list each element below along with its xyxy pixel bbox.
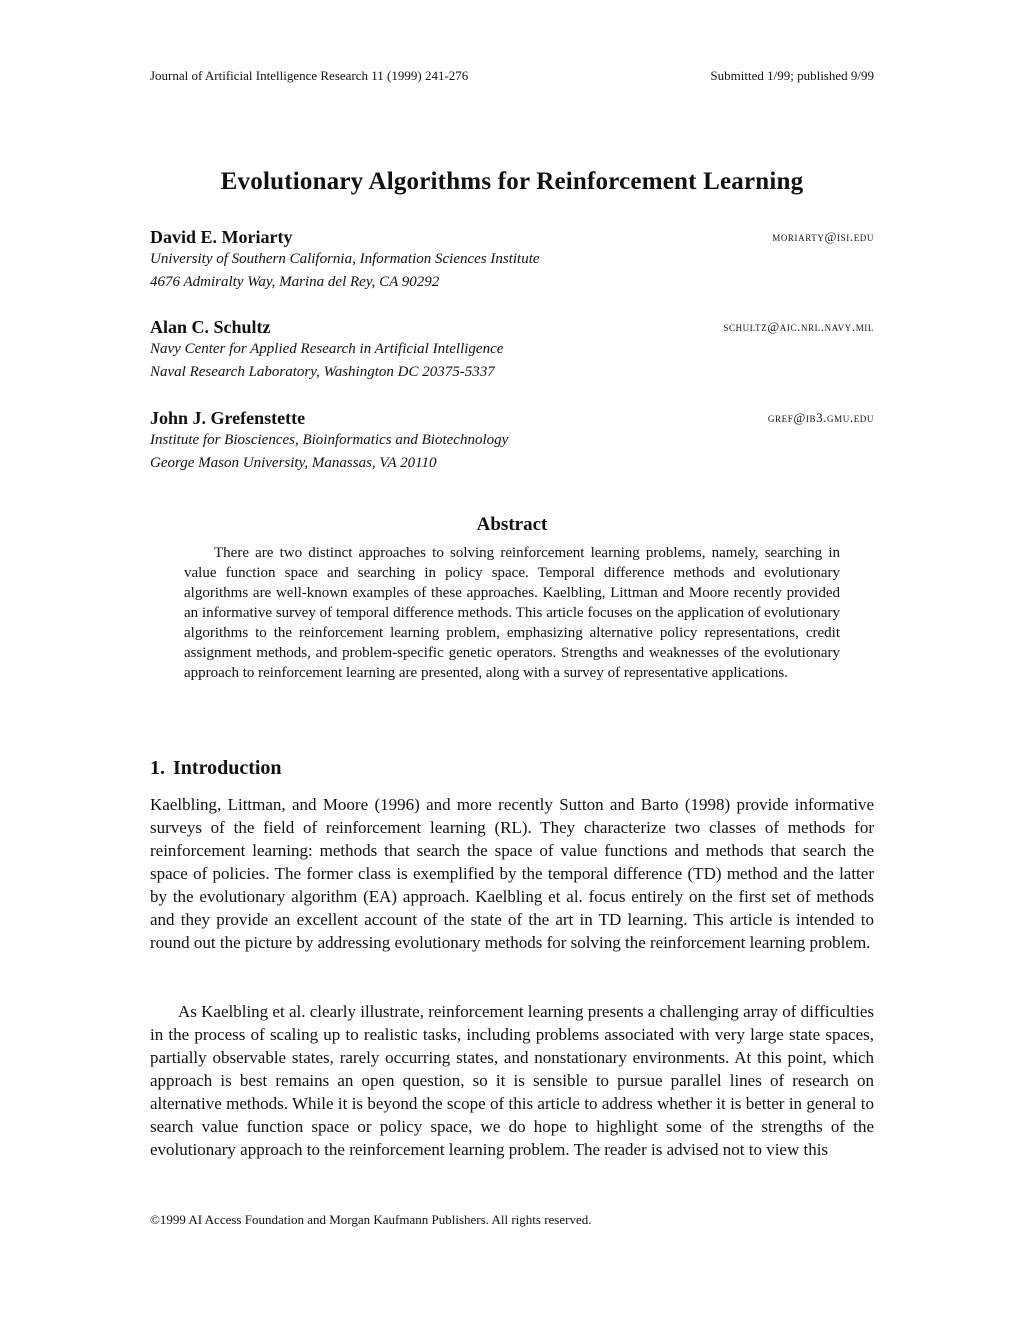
- body-paragraph: As Kaelbling et al. clearly illustrate, reinforcement learning presents a challenging array of difficulties in the process of scaling up to realistic tasks, including problems associated with very large state spaces, partially observable states, rarely occurring states, and nonstationary environments. At this point, which approach is best remains an open question, so it is sensible to pursue parallel lines of research on alternative methods. While it is beyond the scope of this article to address whether it is better in general to search value function space or policy space, we do hope to highlight some of the strengths of the evolutionary approach to the reinforcement learning problem. The reader is advised not to view this: [150, 1002, 874, 1159]
- author-email: gref@ib3.gmu.edu: [767, 410, 874, 425]
- author-address: Naval Research Laboratory, Washington DC 20375-5337: [150, 364, 495, 380]
- author-affiliation: Institute for Biosciences, Bioinformatics and Biotechnology: [150, 432, 509, 448]
- section-heading: [150, 755, 282, 781]
- author-email: schultz@aic.nrl.navy.mil: [723, 319, 874, 334]
- author-name: Alan C. Schultz: [150, 317, 271, 337]
- author-block: [150, 407, 874, 475]
- author-address: George Mason University, Manassas, VA 20110: [150, 455, 437, 471]
- copyright-notice: ©1999 AI Access Foundation and Morgan Kaufmann Publishers. All rights reserved.: [150, 1212, 592, 1227]
- author-name: David E. Moriarty: [150, 227, 293, 247]
- author-block: [150, 316, 874, 384]
- submission-dates: Submitted 1/99; published 9/99: [710, 68, 874, 83]
- author-block: [150, 226, 874, 294]
- paper-title: Evolutionary Algorithms for Reinforcement Learning: [220, 168, 804, 195]
- abstract-text: There are two distinct approaches to solving reinforcement learning problems, namely, searching in value function space and searching in policy space. Temporal difference methods and evolutionary algorithms are well-known examples of these approaches. Kaelbling, Littman and Moore recently provided an informative survey of temporal difference methods. This article focuses on the application of evolutionary algorithms to the reinforcement learning problem, emphasizing alternative policy representations, credit assignment methods, and problem-specific genetic operators. Strengths and weaknesses of the evolutionary approach to reinforcement learning are presented, along with a survey of representative applications.: [184, 545, 840, 681]
- author-address: 4676 Admiralty Way, Marina del Rey, CA 90292: [150, 274, 440, 290]
- journal-citation: Journal of Artificial Intelligence Research 11 (1999) 241-276: [150, 68, 469, 83]
- author-name: John J. Grefenstette: [150, 408, 306, 428]
- section-title: Introduction: [173, 757, 282, 779]
- abstract-heading: Abstract: [476, 514, 548, 535]
- author-affiliation: University of Southern California, Information Sciences Institute: [150, 251, 540, 267]
- section-number: 1.: [150, 757, 165, 779]
- author-affiliation: Navy Center for Applied Research in Artificial Intelligence: [150, 341, 504, 357]
- author-email: moriarty@isi.edu: [772, 229, 874, 244]
- body-paragraph: Kaelbling, Littman, and Moore (1996) and more recently Sutton and Barto (1998) provide informative surveys of the field of reinforcement learning (RL). They characterize two classes of methods for reinforcement learning: methods that search the space of value functions and methods that search the space of policies. The former class is exemplified by the temporal difference (TD) method and the latter by the evolutionary algorithm (EA) approach. Kaelbling et al. focus entirely on the first set of methods and they provide an excellent account of the state of the art in TD learning. This article is intended to round out the picture by addressing evolutionary methods for solving the reinforcement learning problem.: [150, 795, 874, 952]
